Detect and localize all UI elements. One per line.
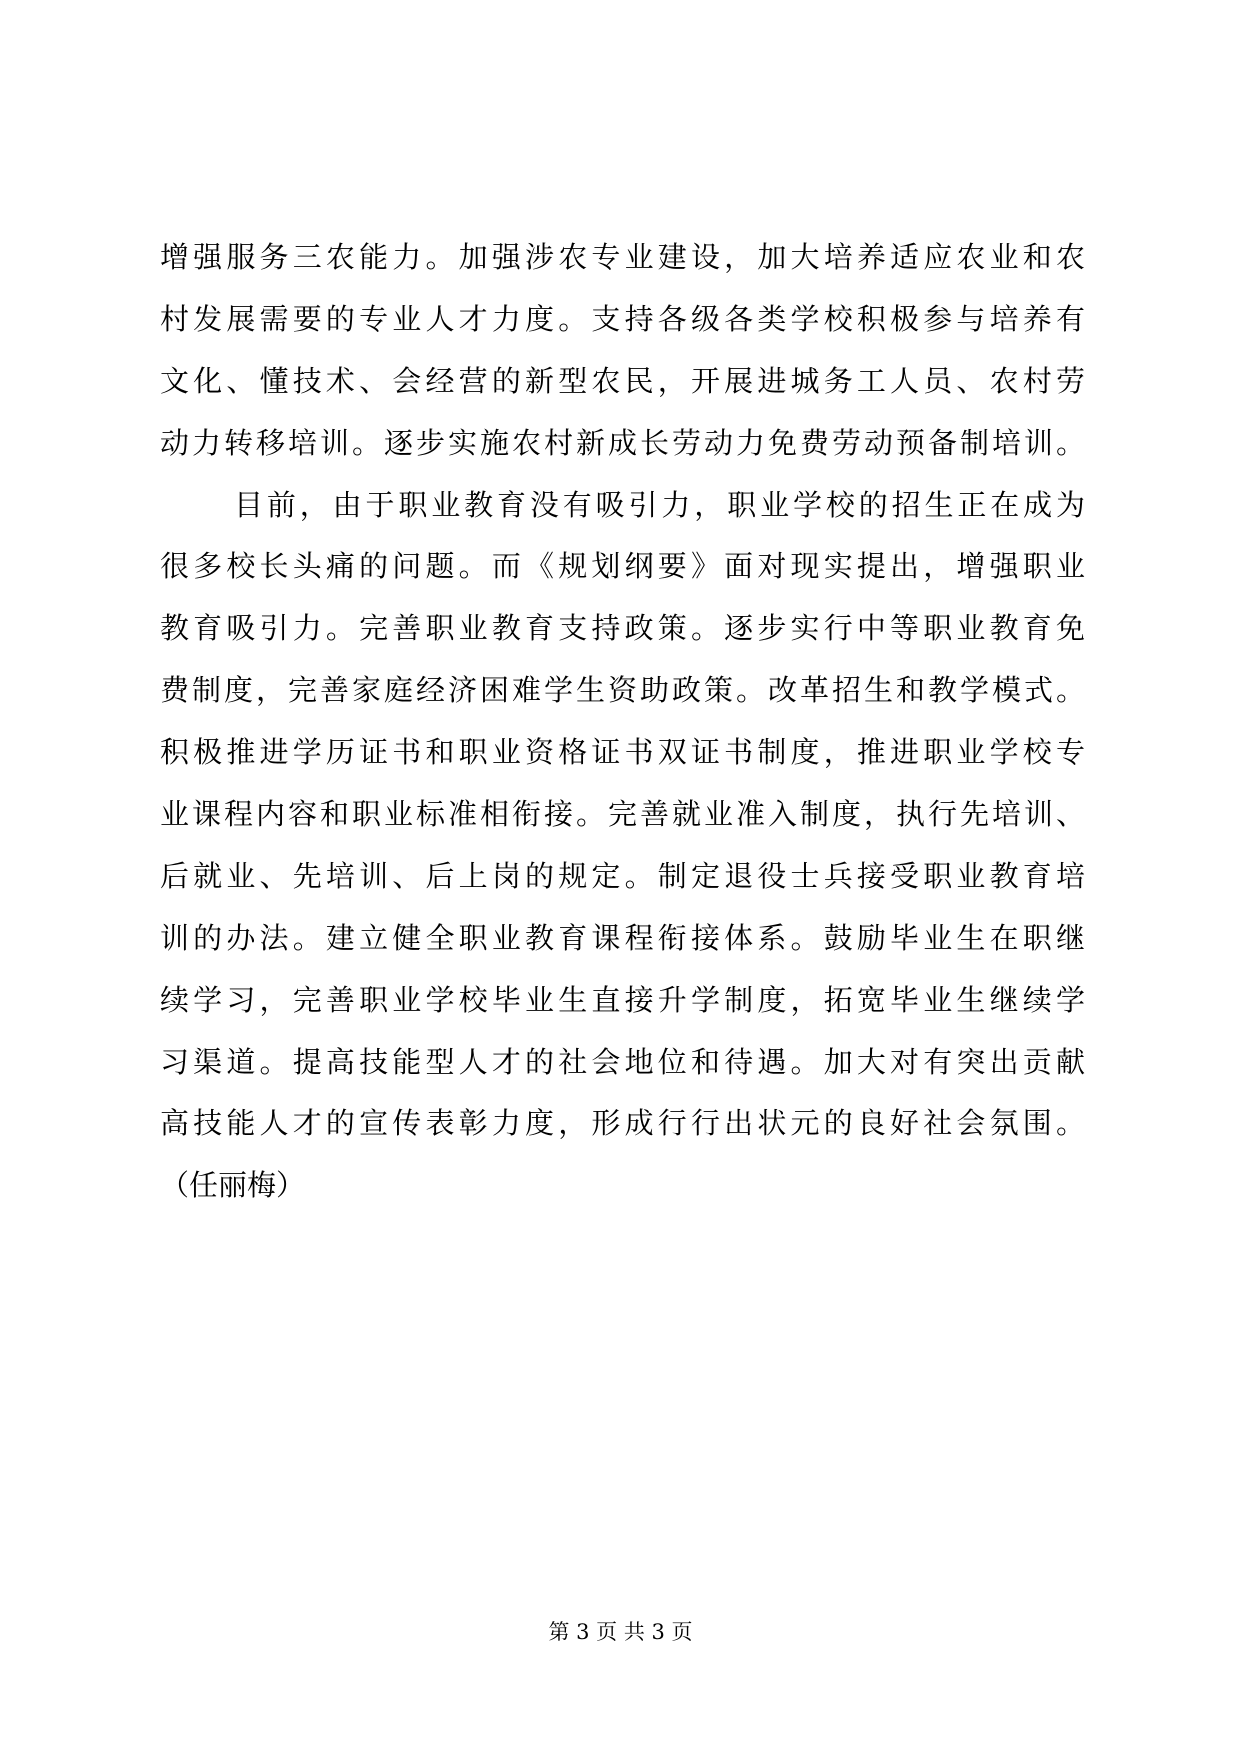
text-line: 积极推进学历证书和职业资格证书双证书制度，推进职业学校专	[160, 735, 1085, 770]
text-line: 高技能人才的宣传表彰力度，形成行行出状元的良好社会氛围。	[160, 1106, 1085, 1141]
text-line: 费制度，完善家庭经济困难学生资助政策。改革招生和教学模式。	[160, 673, 1085, 708]
text-line: 习渠道。提高技能型人才的社会地位和待遇。加大对有突出贡献	[160, 1044, 1085, 1079]
paragraph-first-line: 目前，由于职业教育没有吸引力，职业学校的招生正在成为	[234, 487, 1085, 522]
text-line: 很多校长头痛的问题。而《规划纲要》面对现实提出，增强职业	[160, 549, 1085, 584]
document-body	[160, 227, 1085, 1217]
text-line: 动力转移培训。逐步实施农村新成长劳动力免费劳动预备制培训。	[160, 425, 1085, 460]
author-attribution: （任丽梅）	[160, 1168, 306, 1203]
text-line: 教育吸引力。完善职业教育支持政策。逐步实行中等职业教育免	[160, 611, 1085, 646]
text-line: 后就业、先培训、后上岗的规定。制定退役士兵接受职业教育培	[160, 858, 1085, 893]
text-line: 业课程内容和职业标准相衔接。完善就业准入制度，执行先培训、	[160, 797, 1085, 832]
text-line: 村发展需要的专业人才力度。支持各级各类学校积极参与培养有	[160, 301, 1085, 336]
text-line: 训的办法。建立健全职业教育课程衔接体系。鼓励毕业生在职继	[160, 920, 1085, 955]
text-line: 续学习，完善职业学校毕业生直接升学制度，拓宽毕业生继续学	[160, 982, 1085, 1017]
page-number-footer: 第 3 页 共 3 页	[548, 1620, 693, 1644]
text-line: 增强服务三农能力。加强涉农专业建设，加大培养适应农业和农	[160, 240, 1085, 274]
text-line: 文化、懂技术、会经营的新型农民，开展进城务工人员、农村劳	[160, 363, 1085, 398]
